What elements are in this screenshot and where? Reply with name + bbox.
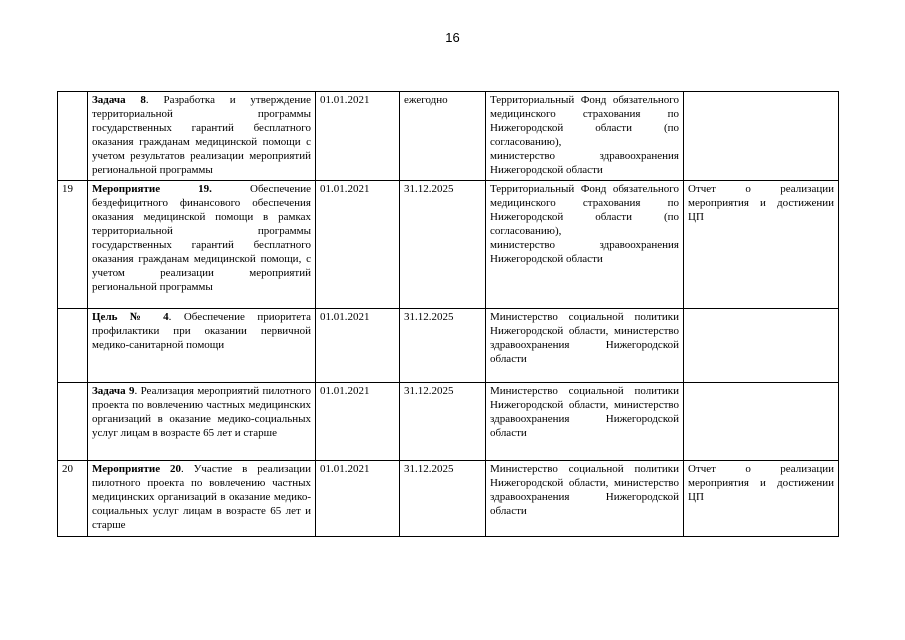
start-date: 01.01.2021	[316, 383, 400, 461]
executor-line: Территориальный Фонд обязательного медицинского страхования по Нижегородской области (по согласованию),	[490, 183, 679, 237]
executor-line: Министерство социальной политики Нижегородской области, министерство здравоохранения Нижегородской области	[490, 463, 679, 517]
activity-name	[88, 181, 316, 309]
activity-label: Мероприятие 19.	[92, 183, 212, 195]
table-row	[58, 309, 839, 383]
executors	[486, 309, 684, 383]
activity-text: . Реализация мероприятий пилотного проекта по вовлечению частных медицинских организаций в оказание медико-социальных услуг лицам в возрасте 65 лет и старше	[92, 385, 311, 439]
table-row	[58, 181, 839, 309]
executors	[486, 383, 684, 461]
executors	[486, 181, 684, 309]
executor-line: Министерство социальной политики Нижегородской области, министерство здравоохранения Нижегородской области	[490, 311, 679, 365]
activity-label: Цель № 4	[92, 311, 169, 323]
result	[684, 92, 839, 181]
start-date: 01.01.2021	[316, 309, 400, 383]
end-date: 31.12.2025	[400, 383, 486, 461]
activity-text: . Участие в реализации пилотного проекта по вовлечению частных медицинских организаций в оказание медико-социальных услуг лицам в возрасте 65 лет и старше	[92, 463, 311, 531]
result: Отчет о реализации мероприятия и достижении ЦП	[684, 461, 839, 537]
end-date: 31.12.2025	[400, 461, 486, 537]
executor-line: министерство здравоохранения Нижегородской области	[490, 150, 679, 176]
end-date: 31.12.2025	[400, 181, 486, 309]
end-date: 31.12.2025	[400, 309, 486, 383]
row-number	[58, 92, 88, 181]
start-date: 01.01.2021	[316, 461, 400, 537]
table-row	[58, 461, 839, 537]
executors	[486, 92, 684, 181]
page-number: 16	[445, 30, 460, 45]
start-date: 01.01.2021	[316, 92, 400, 181]
activity-name	[88, 92, 316, 181]
executor-line: Министерство социальной политики Нижегородской области, министерство здравоохранения Нижегородской области	[490, 385, 679, 439]
activity-text: Обеспечение бездефицитного финансового обеспечения оказания медицинской помощи в рамках территориальной программы государственных гарантий бесплатного оказания гражданам медицинской помощи, с учетом реализации мероприятий региональной программы	[92, 183, 312, 293]
start-date: 01.01.2021	[316, 181, 400, 309]
result	[684, 309, 839, 383]
table-row	[58, 383, 839, 461]
activity-text: . Обеспечение приоритета профилактики при оказании первичной медико-санитарной помощи	[92, 311, 311, 351]
activities-table	[57, 91, 839, 537]
row-number	[58, 383, 88, 461]
executor-line: министерство здравоохранения Нижегородской области	[490, 239, 679, 265]
activity-text: . Разработка и утверждение территориальной программы государственных гарантий бесплатного оказания гражданам медицинской помощи с учетом результатов реализации мероприятий региональной программы	[92, 94, 311, 176]
activity-name	[88, 461, 316, 537]
result	[684, 383, 839, 461]
table-row	[58, 92, 839, 181]
result: Отчет о реализации мероприятия и достижении ЦП	[684, 181, 839, 309]
activity-label: Мероприятие 20	[92, 463, 181, 475]
activity-name	[88, 309, 316, 383]
row-number: 19	[58, 181, 88, 309]
executor-line: Территориальный Фонд обязательного медицинского страхования по Нижегородской области (по согласованию),	[490, 94, 679, 148]
end-date: ежегодно	[400, 92, 486, 181]
executors	[486, 461, 684, 537]
row-number	[58, 309, 88, 383]
activity-label: Задача 8	[92, 94, 146, 106]
activity-label: Задача 9	[92, 385, 135, 397]
activity-name	[88, 383, 316, 461]
row-number: 20	[58, 461, 88, 537]
